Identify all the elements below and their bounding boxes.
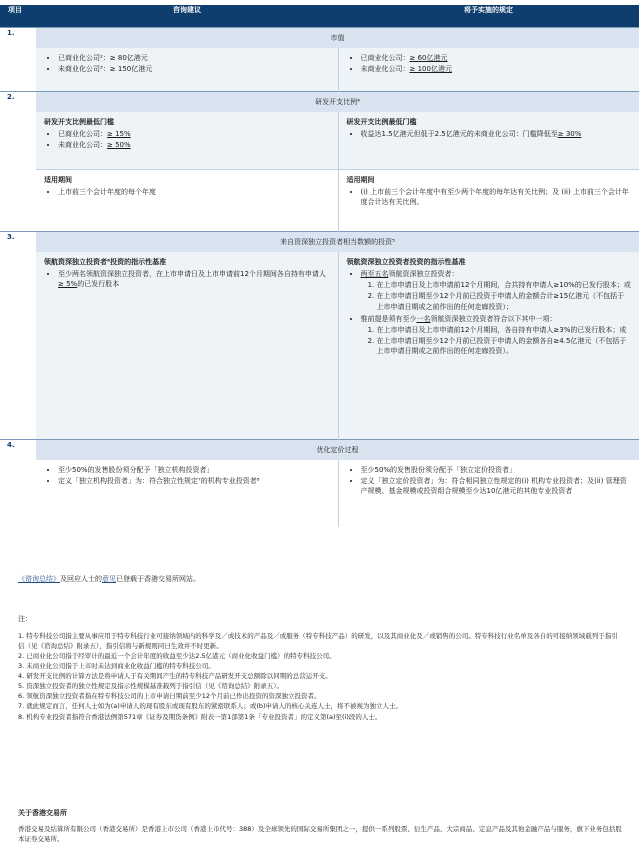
footnote: 2. 已商业化公司指于经审计的最近一个会计年度的收益至少达2.5亿港元（商业化收益门槛）的特专科技公司。 <box>18 652 336 661</box>
list-item: • 惟前提是须有至少一名领航资深独立投资者符合以下其中一项： 1. 在上市申请日及上市申请前12个月期间，各自持有申请人≥3%的已发行股本；或 2. 在上市申请日期至少12个月前已投资于申请人的金额各自≥4.5亿港元（不包括于上市申请日期或之前作出的任何走廊投资）。 <box>361 314 632 357</box>
section-number: 3. <box>0 232 36 440</box>
section-1-title-row <box>0 28 639 49</box>
footnote: 4. 研发开支比例的计算方法是将申请人于有关期间产生的特专科技产品研发开支总额除以同期的总营运开支。 <box>18 672 332 681</box>
footnote: 1. 特专科技公司指主要从事应用于特专科技行业可接纳领域内的科学及／或技术的产品及／或服务（特专科技产品）的研发，以及其商业化及／或销售的公司。特专科技行业名单及各自的可接纳领域载列于指引信（见《谘询总结》附录五），指引信将与新规则同日生效并不时更新。 <box>18 632 618 651</box>
list-item: • 至少两名领航资深独立投资者，在上市申请日及上市申请前12个月期间各自持有申请人≥ 5%的已发行股本 <box>58 269 330 289</box>
list-item: • 至少50%的发售股份须分配予「独立机构投资者」 <box>58 465 330 475</box>
about-heading: 关于香港交易所 <box>18 809 67 817</box>
subheading: 适用期间 <box>346 176 375 184</box>
section-4-title-row <box>0 440 639 461</box>
consultation-conclusions-link[interactable]: 《谘询总结》 <box>18 575 60 583</box>
list-item: • 未商业化公司：≥ 50% <box>58 140 330 150</box>
publication-note: 《谘询总结》及回应人士的意见已登载于香港交易所网站。 <box>18 575 200 583</box>
list-item: 1. 在上市申请日及上市申请前12个月期间，合共持有申请人≥10%的已发行股本；或 <box>377 280 632 290</box>
section-title: 市值 <box>36 28 639 49</box>
footnote: 7. 就此规定而言，任何人士如为(a)申请人的现有股东或现有股东的紧密联系人；或(b)申请人的核心关连人士，将不被视为独立人士。 <box>18 702 403 711</box>
section-1-content <box>0 48 639 92</box>
list-item: 2. 在上市申请日期至少12个月前已投资于申请人的金额合计≥15亿港元（不包括于上市申请日期或之前作出的任何走廊投资）； <box>377 291 632 311</box>
section-title: 来自资深独立投资者相当数额的投资⁵ <box>36 232 639 253</box>
list-item: • 两至五名领航资深独立投资者： 1. 在上市申请日及上市申请前12个月期间，合共持有申请人≥10%的已发行股本；或 2. 在上市申请日期至少12个月前已投资于申请人的金额合计≥15亿港元（不包括于上市申请日期或之前作出的任何走廊投资）； <box>361 269 632 312</box>
subheading: 研发开支比例最低门槛 <box>346 118 417 126</box>
list-item: • 上市前三个会计年度的每个年度 <box>58 187 330 197</box>
rule-list <box>347 53 632 74</box>
footnotes <box>18 631 624 722</box>
list-item: • 未商业化公司³：≥ 150亿港元 <box>58 64 330 74</box>
subheading: 领航资深独立投资者⁶投资的指示性基准 <box>44 258 167 266</box>
subheading: 适用期间 <box>44 176 72 184</box>
section-4-content <box>0 460 639 527</box>
subheading: 研发开支比例最低门槛 <box>44 118 114 126</box>
list-item: • (i) 上市前三个会计年度中有至少两个年度的每年达有关比例；及 (ii) 上市前三个会计年度合计达有关比例。 <box>361 187 632 207</box>
about-text: 香港交易及结算所有限公司（香港交易所）是香港上市公司（香港上市代号：388）及全球领先的国际交易所集团之一，提供一系列股票、衍生产品、大宗商品、定息产品及其他金融产品与服务，旗下业务包括股本证券交易所。 <box>18 825 622 844</box>
footnote: 3. 未商业化公司指于上市时未达到商业化收益门槛的特专科技公司。 <box>18 662 215 671</box>
notes-heading: 注： <box>18 615 32 623</box>
list-item: • 已商业化公司：≥ 60亿港元 <box>361 53 632 63</box>
footnote: 6. 领航资深独立投资者指在特专科技公司的上市申请日期前至少12个月前已作出投资的资深独立投资者。 <box>18 692 321 701</box>
list-item: • 定义「独立机构投资者」为：符合独立性规定⁷的机构专业投资者⁸ <box>58 476 330 486</box>
footnote: 8. 机构专业投资者指符合香港法例第571章《证券及期货条例》附表一第1部第1条「专业投资者」的定义第(a)至(i)段的人士。 <box>18 712 382 721</box>
section-2-content-a <box>0 112 639 170</box>
table-header <box>0 5 639 28</box>
proposal-list <box>44 53 330 74</box>
list-item: 1. 在上市申请日及上市申请前12个月期间，各自持有申请人≥3%的已发行股本；或 <box>377 325 632 335</box>
header-item: 项目 <box>0 5 36 28</box>
header-rule: 将予实施的规定 <box>338 5 639 28</box>
section-3-content <box>0 252 639 440</box>
section-number: 1. <box>0 28 36 92</box>
section-number: 2. <box>0 92 36 232</box>
list-item: • 至少50%的发售股份须分配予「独立定价投资者」 <box>361 465 632 475</box>
subheading: 领航资深独立投资者投资的指示性基准 <box>346 258 466 266</box>
list-item: • 未商业化公司：≥ 100亿港元 <box>361 64 632 74</box>
list-item: • 已商业化公司：≥ 15% <box>58 129 330 139</box>
header-proposal: 咨询建议 <box>36 5 338 28</box>
section-number: 4. <box>0 440 36 528</box>
list-item: • 已商业化公司²：≥ 80亿港元 <box>58 53 330 63</box>
comparison-table <box>0 5 639 527</box>
list-item: • 定义「独立定价投资者」为：符合相同独立性规定的(i) 机构专业投资者；及(ii) 管理资产规模、基金规模或投资组合规模至少达10亿港元的其他专业投资者 <box>361 476 632 496</box>
section-3-title-row <box>0 232 639 253</box>
section-2-title-row <box>0 92 639 113</box>
section-title: 研发开支比例⁴ <box>36 92 639 113</box>
list-item: 2. 在上市申请日期至少12个月前已投资于申请人的金额各自≥4.5亿港元（不包括于上市申请日期或之前作出的任何走廊投资）。 <box>377 336 632 356</box>
section-title: 优化定价过程 <box>36 440 639 461</box>
footnote: 5. 资深独立投资者的独立性规定及指示性规模基准载列于指引信（见《谘询总结》附录五）。 <box>18 682 284 691</box>
section-2-content-b <box>0 170 639 232</box>
list-item: • 收益达1.5亿港元但低于2.5亿港元的未商业化公司：门槛降低至≥ 30% <box>361 129 632 139</box>
responses-link[interactable]: 意见 <box>102 575 116 583</box>
